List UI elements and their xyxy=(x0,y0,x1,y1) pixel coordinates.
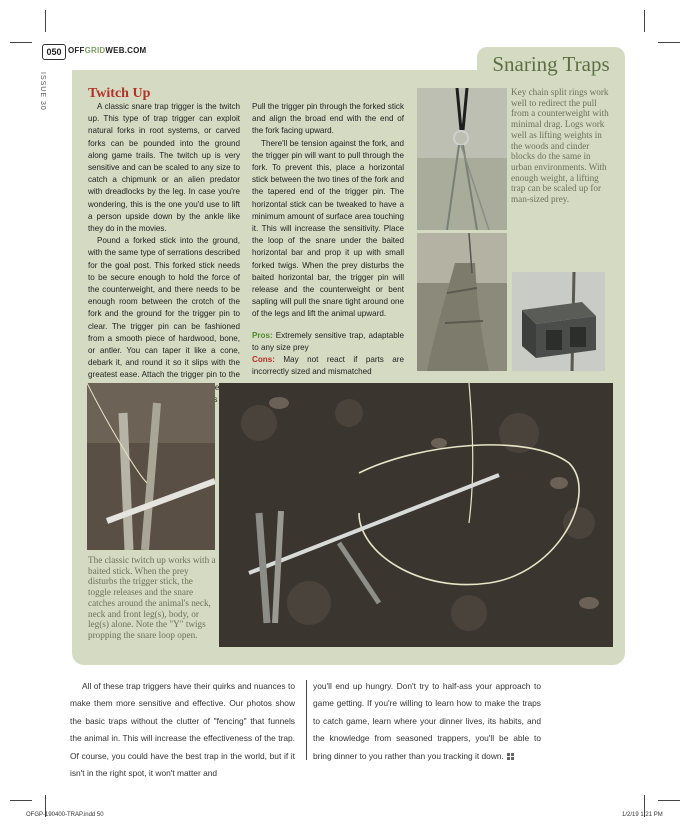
pros-label: Pros: xyxy=(252,330,273,340)
cons-line xyxy=(252,354,404,378)
page-number: 050 xyxy=(42,44,66,60)
site-name xyxy=(68,46,146,55)
paragraph xyxy=(313,678,541,765)
paragraph: Pull the trigger pin through the forked stick and align the broad end with the end of the fork facing upward. xyxy=(252,102,404,136)
paragraph: All of these trap triggers have their quirks and nuances to make them more sensitive and effective. Our photos show the basic traps without the clutter of "fencing" that funnels the animal in. This will increase the effectiveness of the trap. Of course, you could have the best trap in the world, but if it isn't in the right spot, it won't matter and xyxy=(70,681,295,779)
article-column-2 xyxy=(252,101,404,378)
caption-right: Key chain split rings work well to redirect the pull from a counterweight with minimal drag. Logs work well as lifting weights in the woods and cinder blocks do the same in urban environments. With enough weight, a lifting trap can be scaled up for man-sized prey. xyxy=(511,87,609,205)
crop-mark xyxy=(45,10,46,32)
crop-mark xyxy=(658,42,680,43)
bottom-column-2 xyxy=(313,678,541,765)
footer-file: OFGP-190400-TRAP.indd 50 xyxy=(26,812,104,818)
paragraph: Pound a forked stick into the ground, with the same type of serrations described for the goal post. This forked stick needs to be secure enough to hold the force of the counterweight, and there needs to be enough room between the crotch of the fork and the ground for the trigger pin to clear. The trigger pin can be fashioned from a smooth piece of hardwood, bone, or antler. You can taper it like a cone, debark it, and round it so it slips with the greatest ease. Attach the trigger pin to the xyxy=(88,236,240,380)
end-mark-icon xyxy=(507,753,514,760)
photo-log-weight xyxy=(417,233,507,371)
photo-cinder-block xyxy=(512,272,605,371)
column-divider xyxy=(306,680,307,760)
bottom-column-1 xyxy=(70,678,295,782)
issue-label: ISSUE 30 xyxy=(39,72,46,111)
crop-mark xyxy=(10,42,32,43)
pros-line xyxy=(252,330,404,354)
caption-left: The classic twitch up works with a baited stick. When the prey disturbs the trigger stick, the toggle releases and the snare catches around the animal's neck, neck and front leg(s), body, or leg(s) alone. Note the "Y" twigs propping the snare loop open. xyxy=(88,555,216,640)
site-name-part: OFF xyxy=(68,46,85,55)
crop-mark xyxy=(10,800,32,801)
paragraph-text: you'll end up hungry. Don't try to half-ass your approach to game getting. If you're willing to learn how to make the traps to catch game, learn where your dinner lives, its habits, and the knowledge from seasoned trappers, you'll be able to bring dinner to you rather than you tracking it down. xyxy=(313,681,541,761)
article-column-1 xyxy=(88,101,240,406)
section-title: Snaring Traps xyxy=(477,47,625,81)
site-name-part: WEB.COM xyxy=(105,46,147,55)
photo-twitch-up-closeup xyxy=(87,383,215,550)
paragraph: There'll be tension against the fork, and the trigger pin will want to pull through the fork. To prevent this, place a horizontal stick between the two tines of the fork and the tapered end of the trigger pin. The horizontal stick can be tweaked to have a minimum amount of surface area touching it. This will increase the sensitivity. Place the loop of the snare under the baited horizontal bar and prop it up with small forked twigs. When the prey disturbs the baited horizontal bar, the trigger pin will release and the counterweight or bent sapling will pull the snare tight around one of the legs and lift the animal upward. xyxy=(252,138,404,319)
photo-split-ring xyxy=(417,88,507,230)
crop-mark xyxy=(658,800,680,801)
pros-text: Extremely sensitive trap, adaptable to any size prey xyxy=(252,330,405,352)
cons-text: May not react if parts are incorrectly sized and mismatched xyxy=(252,355,404,377)
article-heading: Twitch Up xyxy=(88,86,151,101)
paragraph: A classic snare trap trigger is the twitch up. This type of trap trigger can exploit natural forks in root systems, or carved forks can be pounded into the ground along game trails. The twitch up is very sensitive and can be scaled to any size to catch a chipmunk or an alien predator with dreadlocks by the leg. In case you're wondering, this is the one you'd use to lift a person upside down by the ankle like they do in the movies. xyxy=(88,102,240,234)
crop-mark xyxy=(644,10,645,32)
cons-label: Cons: xyxy=(252,355,275,365)
photo-twitch-up-main xyxy=(219,383,613,647)
footer-date: 1/2/19 1:21 PM xyxy=(622,812,663,818)
site-name-part: GRID xyxy=(84,46,106,55)
